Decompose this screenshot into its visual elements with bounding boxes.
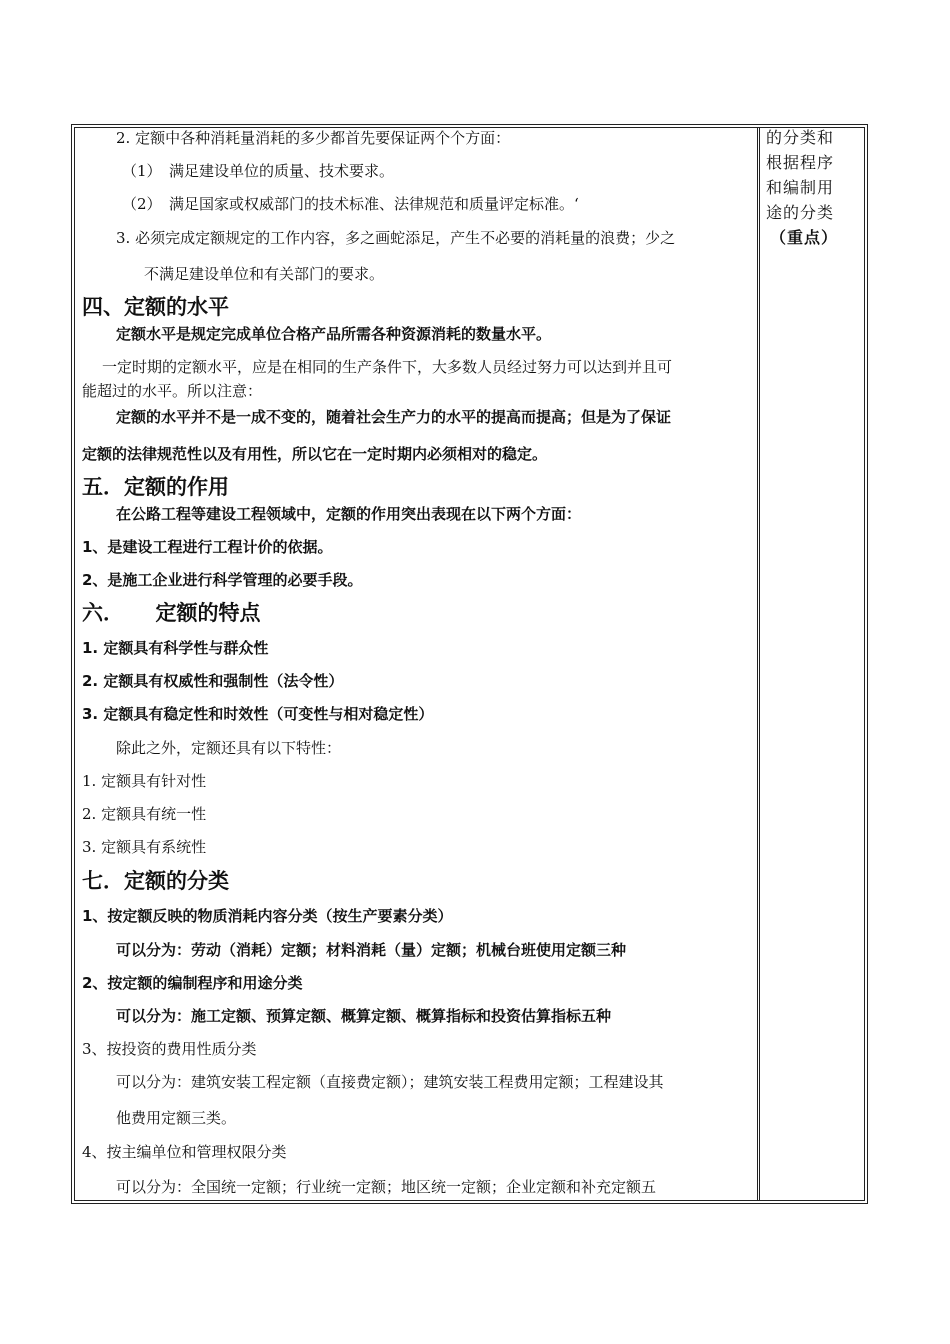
sidebar-line-1: 的分类和 xyxy=(766,128,835,147)
section-7-item-3-desc-line-1: 可以分为：建筑安装工程定额（直接费定额）；建筑安装工程费用定额；工程建设其 xyxy=(116,1073,664,1091)
sidebar-line-4: 途的分类 xyxy=(766,203,835,222)
sidebar-line-2: 根据程序 xyxy=(766,153,835,172)
section-7-item-3: 3、按投资的费用性质分类 xyxy=(82,1040,257,1058)
section-6-extra-2: 2. 定额具有统一性 xyxy=(82,805,207,823)
section-heading-4: 四、定额的水平 xyxy=(82,295,229,319)
section-5-intro: 在公路工程等建设工程领域中，定额的作用突出表现在以下两个方面： xyxy=(116,505,582,523)
paragraph-item-2-sub-1: （1） 满足建设单位的质量、技术要求。 xyxy=(122,162,395,180)
paragraph-item-3-line-2: 不满足建设单位和有关部门的要求。 xyxy=(144,265,385,283)
section-7-item-1-desc: 可以分为：劳动（消耗）定额；材料消耗（量）定额；机械台班使用定额三种 xyxy=(116,941,627,959)
section-6-item-3: 3. 定额具有稳定性和时效性（可变性与相对稳定性） xyxy=(82,705,434,723)
section-6-extra-3: 3. 定额具有系统性 xyxy=(82,838,207,856)
paragraph-item-3-line-1: 3. 必须完成定额规定的工作内容，多之画蛇添足，产生不必要的消耗量的浪费；少之 xyxy=(116,229,676,247)
section-heading-5: 五．定额的作用 xyxy=(82,475,229,499)
section-6-extra-intro: 除此之外，定额还具有以下特性： xyxy=(116,739,342,757)
section-heading-6: 六． 定额的特点 xyxy=(82,601,261,625)
sidebar-emphasis-note: （重点） xyxy=(770,228,839,247)
section-4-paragraph-1-line-1: 一定时期的定额水平，应是在相同的生产条件下，大多数人员经过努力可以达到并且可 xyxy=(102,358,673,376)
section-4-paragraph-2-line-2: 定额的法律规范性以及有用性，所以它在一定时期内必须相对的稳定。 xyxy=(82,445,548,463)
section-7-item-2: 2、按定额的编制程序和用途分类 xyxy=(82,974,303,992)
paragraph-item-2-sub-2: （2） 满足国家或权威部门的技术标准、法律规范和质量评定标准。‘ xyxy=(122,195,579,213)
paragraph-item-2: 2. 定额中各种消耗量消耗的多少都首先要保证两个个方面： xyxy=(116,129,511,147)
section-6-extra-1: 1. 定额具有针对性 xyxy=(82,772,207,790)
section-6-item-1: 1. 定额具有科学性与群众性 xyxy=(82,639,269,657)
section-7-item-3-desc-line-2: 他费用定额三类。 xyxy=(116,1109,237,1127)
section-6-item-2: 2. 定额具有权威性和强制性（法令性） xyxy=(82,672,344,690)
section-7-item-4: 4、按主编单位和管理权限分类 xyxy=(82,1143,287,1161)
section-5-item-1: 1、是建设工程进行工程计价的依据。 xyxy=(82,538,333,556)
section-heading-7: 七．定额的分类 xyxy=(82,869,229,893)
column-divider xyxy=(757,127,760,1201)
section-7-item-4-desc: 可以分为：全国统一定额；行业统一定额；地区统一定额；企业定额和补充定额五 xyxy=(116,1178,657,1196)
section-7-item-2-desc: 可以分为：施工定额、预算定额、概算定额、概算指标和投资估算指标五种 xyxy=(116,1007,612,1025)
section-4-paragraph-1-line-2: 能超过的水平。所以注意： xyxy=(82,382,263,400)
section-5-item-2: 2、是施工企业进行科学管理的必要手段。 xyxy=(82,571,363,589)
sidebar-line-3: 和编制用 xyxy=(766,178,835,197)
section-4-definition: 定额水平是规定完成单位合格产品所需各种资源消耗的数量水平。 xyxy=(116,325,552,343)
section-4-paragraph-2-line-1: 定额的水平并不是一成不变的，随着社会生产力的水平的提高而提高；但是为了保证 xyxy=(116,408,672,426)
section-7-item-1: 1、按定额反映的物质消耗内容分类（按生产要素分类） xyxy=(82,907,453,925)
